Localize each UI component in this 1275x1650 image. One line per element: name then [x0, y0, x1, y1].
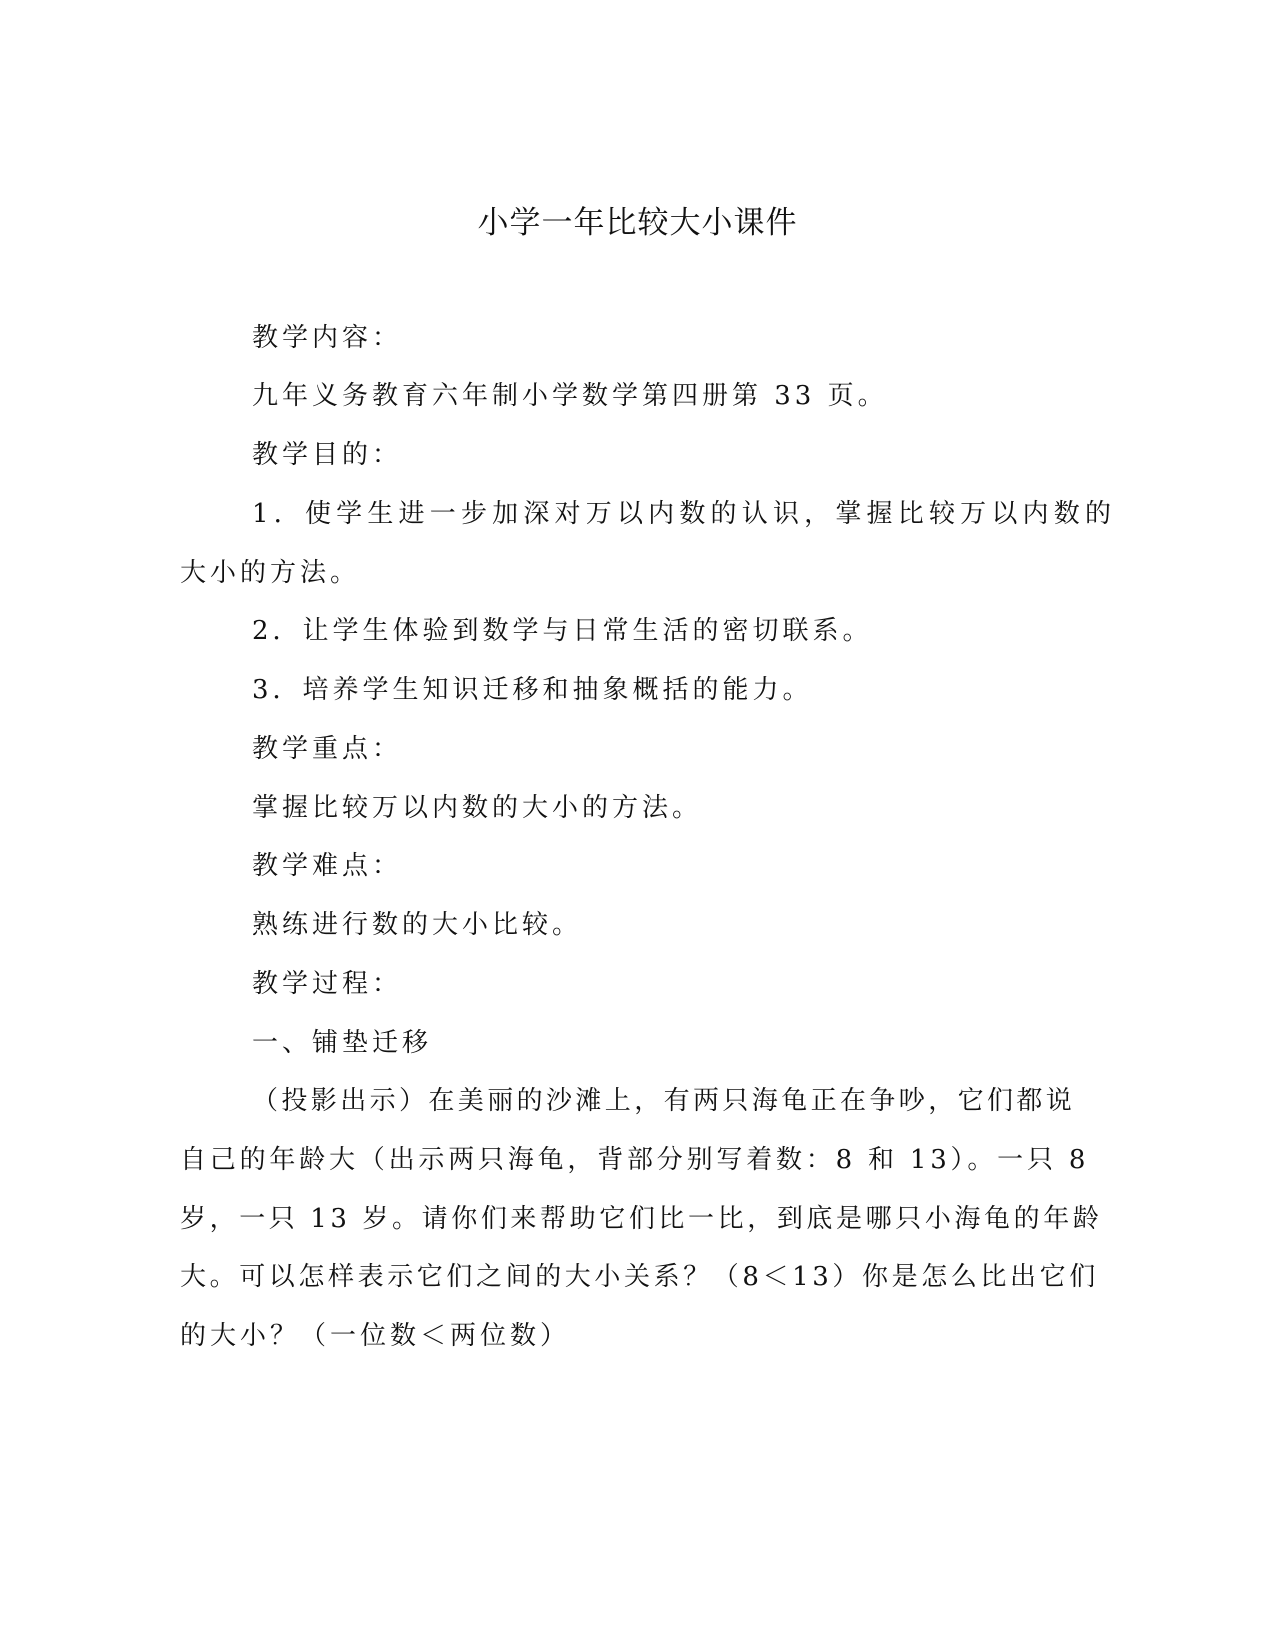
section-heading-difficulties: 教学难点： — [252, 851, 403, 881]
process-paragraph-line-1: （投影出示）在美丽的沙滩上，有两只海龟正在争吵，它们都说 — [252, 1086, 1076, 1116]
section-heading-process: 教学过程： — [252, 969, 403, 999]
page-title: 小学一年比较大小课件 — [477, 205, 798, 241]
objective-3: 3．培养学生知识迁移和抽象概括的能力。 — [252, 675, 813, 705]
process-paragraph-line-5: 的大小？（一位数＜两位数） — [180, 1321, 571, 1351]
key-points-text: 掌握比较万以内数的大小的方法。 — [252, 793, 703, 823]
objective-2: 2．让学生体验到数学与日常生活的密切联系。 — [252, 616, 873, 646]
process-paragraph-line-4: 大。可以怎样表示它们之间的大小关系？（8＜13）你是怎么比出它们 — [180, 1262, 1099, 1292]
difficulties-text: 熟练进行数的大小比较。 — [252, 910, 583, 940]
objective-1-line-1: 1．使学生进一步加深对万以内数的认识，掌握比较万以内数的 — [252, 499, 1117, 529]
section-heading-content: 教学内容： — [252, 323, 403, 353]
section-heading-key-points: 教学重点： — [252, 734, 403, 764]
process-paragraph-line-3: 岁，一只 13 岁。请你们来帮助它们比一比，到底是哪只小海龟的年龄 — [180, 1204, 1103, 1234]
content-text: 九年义务教育六年制小学数学第四册第 33 页。 — [252, 381, 888, 411]
process-step-1-heading: 一、铺垫迁移 — [252, 1028, 433, 1058]
section-heading-objectives: 教学目的： — [252, 440, 403, 470]
process-paragraph-line-2: 自己的年龄大（出示两只海龟，背部分别写着数：8 和 13）。一只 8 — [180, 1145, 1090, 1175]
objective-1-line-2: 大小的方法。 — [180, 558, 361, 588]
